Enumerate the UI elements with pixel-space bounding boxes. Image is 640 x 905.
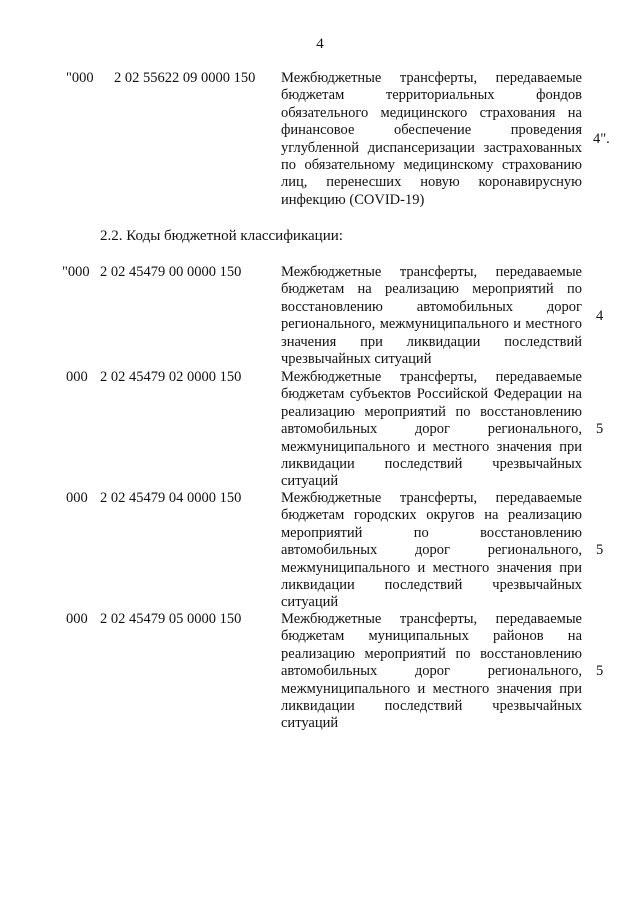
code-description: Межбюджетные трансферты, передаваемые бюджетам субъектов Российской Федерации на реализацию мероприятий по восстановлению автомобильных дорог регионального, межмуниципального и местного значения при ликвидации последствий чрезвычайных ситуаций [281, 369, 582, 490]
admin-code: "000 [66, 70, 94, 86]
code-length-digit: 4". [593, 131, 610, 147]
code-length-digit: 5 [596, 663, 604, 679]
admin-code: 000 [66, 490, 88, 506]
code-description: Межбюджетные трансферты, передаваемые бюджетам на реализацию мероприятий по восстановлению автомобильных дорог регионального, межмуниципального и местного значения при ликвидации последствий чрезвычайных ситуаций [281, 264, 582, 368]
budget-code: 2 02 45479 02 0000 150 [100, 369, 242, 385]
code-description: Межбюджетные трансферты, передаваемые бюджетам территориальных фондов обязательного медицинского страхования на финансовое обеспечение проведения углубленной диспансеризации застрахованных по обязательному медицинскому страхованию лиц, перенесших новую коронавирусную инфекцию (COVID-19) [281, 70, 582, 208]
admin-code: 000 [66, 611, 88, 627]
code-description: Межбюджетные трансферты, передаваемые бюджетам муниципальных районов на реализацию мероприятий по восстановлению автомобильных дорог регионального, межмуниципального и местного значения при ликвидации последствий чрезвычайных ситуаций [281, 611, 582, 732]
page-number: 4 [316, 36, 324, 52]
budget-code: 2 02 55622 09 0000 150 [114, 70, 256, 86]
admin-code: 000 [66, 369, 88, 385]
admin-code: "000 [62, 264, 90, 280]
code-description: Межбюджетные трансферты, передаваемые бюджетам городских округов на реализацию мероприятий по восстановлению автомобильных дорог регионального, межмуниципального и местного значения при ликвидации последствий чрезвычайных ситуаций [281, 490, 582, 611]
budget-code: 2 02 45479 00 0000 150 [100, 264, 242, 280]
code-length-digit: 5 [596, 542, 604, 558]
code-length-digit: 5 [596, 421, 604, 437]
code-length-digit: 4 [596, 308, 604, 324]
budget-code: 2 02 45479 05 0000 150 [100, 611, 242, 627]
budget-code: 2 02 45479 04 0000 150 [100, 490, 242, 506]
section-heading: 2.2. Коды бюджетной классификации: [100, 228, 343, 244]
